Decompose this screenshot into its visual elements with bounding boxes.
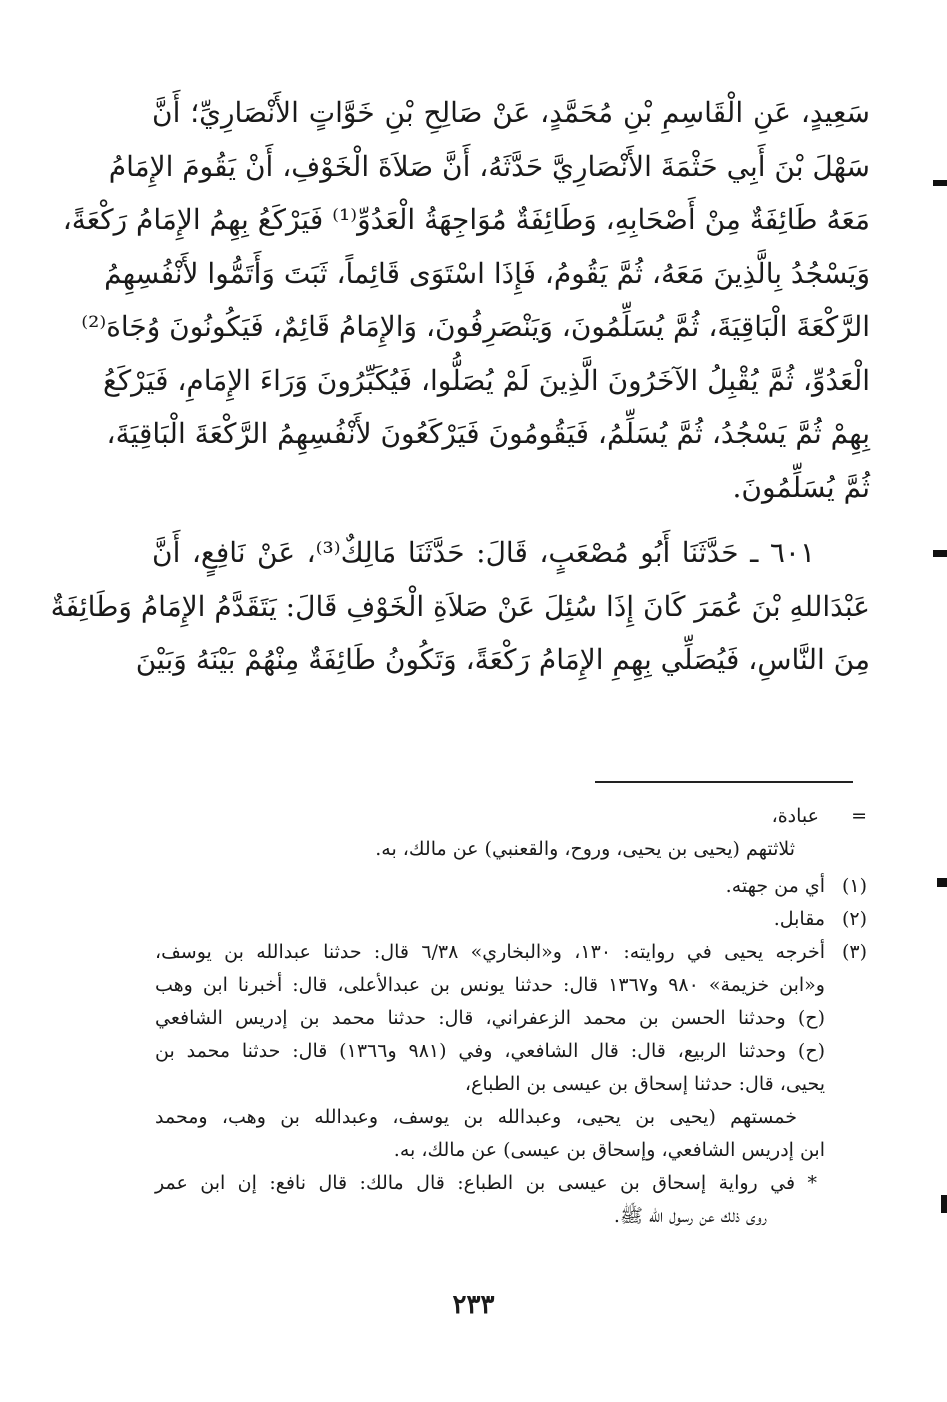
footnote-line: عبادة، <box>771 805 819 827</box>
footnote-3 <box>155 936 875 1167</box>
margin-mark <box>933 180 947 186</box>
footnote-text <box>155 936 825 1167</box>
main-text <box>50 86 870 687</box>
footnote-continuation <box>155 800 875 833</box>
footnote-continuation-line <box>155 833 875 866</box>
text-line: عَبْدَاللهِ بْنَ عُمَرَ كَانَ إِذَا سُئِلَ عَنْ صَلاَةِ الْخَوْفِ قَالَ: يَتَقَدَّمُ الإِمَامُ وَطَائِفَةٌ <box>50 589 870 623</box>
footnotes <box>155 800 875 1233</box>
text-line: ثُمَّ يُسَلِّمُونَ. <box>732 470 870 504</box>
margin-mark <box>941 1195 947 1213</box>
footnote-number: (٢) <box>841 908 867 930</box>
footnote-2 <box>155 903 875 936</box>
footnote-text <box>155 870 825 903</box>
text-line: الْعَدُوِّ، ثُمَّ يُقْبِلُ الآخَرُونَ الَّذِينَ لَمْ يُصَلُّوا، فَيُكَبِّرُونَ وَرَاءَ الإِمَامِ، فَيَرْكَعُ <box>102 363 870 397</box>
text-line: مِنَ النَّاسِ، فَيُصَلِّي بِهِمِ الإِمَامُ رَكْعَةً، وَتَكُونُ طَائِفَةٌ مِنْهُمْ بَيْنَهُ وَبَيْنَ <box>135 643 870 676</box>
text-line: الرَّكْعَةَ الْبَاقِيَةَ، ثُمَّ يُسَلِّمُونَ، وَيَنْصَرِفُونَ، وَالإِمَامُ قَائِمٌ، فَيَكُونُونَ وُجَاهَ⁽²⁾ <box>81 310 870 343</box>
footnote-line: مقابل. <box>773 908 825 930</box>
footnote-text <box>155 903 825 936</box>
footnote-text <box>155 833 875 866</box>
footnote-1 <box>155 870 875 903</box>
footnote-line: و«ابن خزيمة» ٩٨٠ و١٣٦٧ قال: حدثنا يونس بن عبدالأعلى، قال: أخبرنا ابن وهب <box>155 974 825 996</box>
footnote-text <box>155 1167 875 1233</box>
footnote-line: ابن إدريس الشافعي، وإسحاق بن عيسى) عن مالك، به. <box>393 1139 825 1161</box>
footnote-line: أي من جهته. <box>725 875 825 897</box>
text-line: ٦٠١ ـ حَدَّثَنَا أَبُو مُصْعَبٍ، قَالَ: حَدَّثَنَا مَالِكٌ⁽³⁾، عَنْ نَافِعٍ، أَنَّ <box>152 536 815 569</box>
text-line: بِهِمْ ثُمَّ يَسْجُدُ، ثُمَّ يُسَلِّمُ، فَيَقُومُونَ فَيَرْكَعُونَ لأَنْفُسِهِمُ الرَّكْعَةَ الْبَاقِيَةَ، <box>106 417 870 450</box>
footnote-number: (٣) <box>841 941 867 963</box>
text-line: سَهْلَ بْنَ أَبِي حَثْمَةَ الأَنْصَارِيَّ حَدَّثَهُ، أَنَّ صَلاَةَ الْخَوْفِ، أَنْ يَقُومَ الإِمَامُ <box>108 149 870 183</box>
footnote-line: روى ذلك عن رسول الله ﷺ. <box>613 1205 767 1227</box>
page-number: ٢٣٣ <box>452 1290 495 1320</box>
footnote-3-note <box>155 1167 875 1233</box>
footnote-separator <box>595 781 853 783</box>
footnote-number: (١) <box>841 875 867 897</box>
footnote-line: (ح) وحدثنا الحسن بن محمد الزعفراني، قال: حدثنا محمد بن إدريس الشافعي <box>155 1007 825 1029</box>
footnote-line: يحيى، قال: حدثنا إسحاق بن عيسى بن الطباع، <box>464 1073 825 1095</box>
text-line: سَعِيدٍ، عَنِ الْقَاسِمِ بْنِ مُحَمَّدٍ، عَنْ صَالِحِ بْنِ خَوَّاتٍ الأَنْصَارِيِّ؛ أَنَّ <box>152 96 870 129</box>
footnote-line: أخرجه يحيى في روايته: ١٣٠، و«البخاري» ٦/٣٨ قال: حدثنا عبدالله بن يوسف، <box>155 941 825 963</box>
footnote-line: ثلاثتهم (يحيى بن يحيى، وروح، والقعنبي) عن مالك، به. <box>375 838 795 860</box>
margin-mark <box>933 550 947 557</box>
text-line: وَيَسْجُدُ بِالَّذِينَ مَعَهُ، ثُمَّ يَقُومُ، فَإِذَا اسْتَوَى قَائِماً، ثَبَتَ وَأَتَمُّوا لأَنْفُسِهِمُ <box>104 256 870 290</box>
text-line: مَعَهُ طَائِفَةٌ مِنْ أَصْحَابِهِ، وَطَائِفَةٌ مُوَاجِهَةُ الْعَدُوِّ⁽¹⁾ فَيَرْكَعُ بِهِمُ الإِمَامُ رَكْعَةً، <box>62 203 870 236</box>
footnote-line: (ح) وحدثنا الربيع، قال: قال الشافعي، وفي (٩٨١ و١٣٦٦) قال: حدثنا محمد بن <box>155 1040 826 1062</box>
footnote-line: * في رواية إسحاق بن عيسى بن الطباع: قال مالك: قال نافع: إن ابن عمر <box>155 1172 817 1194</box>
footnote-text <box>155 800 825 833</box>
margin-mark <box>937 878 947 887</box>
continuation-marker: = <box>851 805 867 827</box>
footnote-line: خمستهم (يحيى بن يحيى، وعبدالله بن يوسف، وعبدالله بن وهب، ومحمد <box>155 1106 797 1128</box>
